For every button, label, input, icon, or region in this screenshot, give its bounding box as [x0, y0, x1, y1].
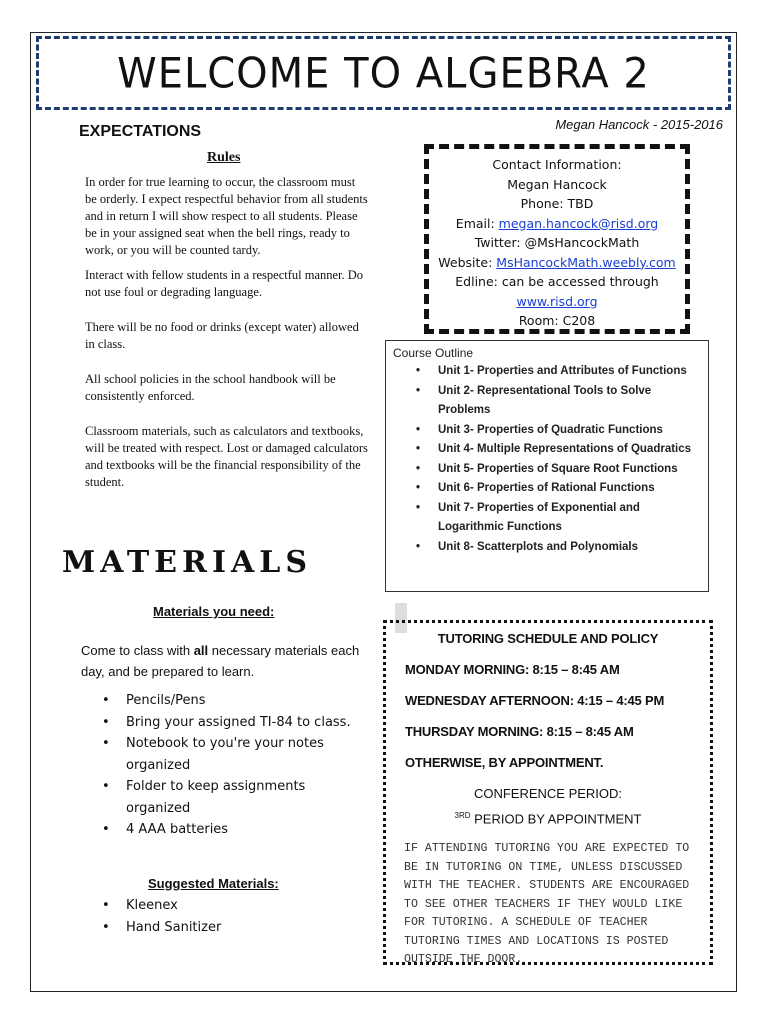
tutoring-heading: TUTORING SCHEDULE AND POLICY [437, 631, 659, 646]
contact-heading: Contact Information: [492, 157, 622, 172]
tutoring-time: THURSDAY MORNING: 8:15 – 8:45 AM [405, 724, 634, 739]
website-link[interactable]: MsHancockMath.weebly.com [496, 254, 676, 270]
suggested-materials-list [102, 895, 362, 938]
rules-heading: Rules [207, 150, 241, 165]
materials-list [102, 690, 362, 841]
rules-section [85, 174, 370, 499]
list-item: • Unit 4- Multiple Representations of Quadratics [438, 440, 698, 460]
contact-edline: Edline: can be accessed through [455, 274, 659, 289]
expectations-heading: EXPECTATIONS [79, 123, 202, 140]
period-ordinal: 3RD [454, 811, 471, 820]
list-item: • Unit 7- Properties of Exponential and Logarithmic Functions [438, 499, 698, 538]
period-text: PERIOD BY APPOINTMENT [470, 811, 642, 827]
course-outline-box [385, 340, 709, 592]
title-banner [36, 36, 731, 110]
list-item: • Unit 1- Properties and Attributes of Functions [438, 362, 698, 382]
list-item: • Notebook to you're your notes organized [102, 733, 362, 776]
rule-paragraph: Interact with fellow students in a respectful manner. Do not use foul or degrading language. [85, 268, 364, 299]
edline-row [429, 292, 685, 312]
intro-text: Come to class with [81, 643, 194, 658]
list-item: • Unit 2- Representational Tools to Solve Problems [438, 382, 698, 421]
materials-intro [81, 640, 361, 682]
list-item: • Unit 6- Properties of Rational Functions [438, 479, 698, 499]
list-item: • Pencils/Pens [102, 690, 362, 712]
conference-period-value [386, 811, 710, 826]
contact-room: Room: C208 [518, 313, 596, 328]
suggested-materials-heading: Suggested Materials: [148, 876, 279, 891]
list-item: • Unit 3- Properties of Quadratic Functions [438, 421, 698, 441]
contact-box [424, 144, 690, 334]
course-outline-heading: Course Outline [393, 346, 474, 360]
tutoring-box [383, 620, 713, 965]
rule-paragraph: There will be no food or drinks (except water) allowed in class. [85, 320, 359, 351]
tutoring-time: WEDNESDAY AFTERNOON: 4:15 – 4:45 PM [405, 693, 665, 708]
list-item: • 4 AAA batteries [102, 819, 362, 841]
contact-email-row [429, 214, 685, 234]
intro-emphasis: all [193, 643, 209, 658]
list-item: • Unit 5- Properties of Square Root Functions [438, 460, 698, 480]
list-item: • Folder to keep assignments organized [102, 776, 362, 819]
email-label: Email: [455, 215, 499, 231]
email-link[interactable]: megan.hancock@risd.org [498, 215, 659, 231]
intro-text: necessary materials each day, and be prepared to learn. [81, 643, 360, 679]
course-outline-list [386, 362, 708, 557]
list-item: • Unit 8- Scatterplots and Polynomials [438, 538, 698, 558]
tutoring-time: OTHERWISE, BY APPOINTMENT. [405, 755, 604, 770]
rule-paragraph: Classroom materials, such as calculators and textbooks, will be treated with respect. Lost or damaged calculators and textbooks will be the financial responsibility of the student. [85, 424, 368, 489]
website-label: Website: [438, 254, 497, 270]
list-item: • Kleenex [102, 895, 362, 917]
materials-needed-heading: Materials you need: [153, 604, 275, 619]
tutoring-policy-note: IF ATTENDING TUTORING YOU ARE EXPECTED TO BE IN TUTORING ON TIME, UNLESS DISCUSSED WITH THE TEACHER. STUDENTS ARE ENCOURAGED TO SEE OTHER TEACHERS IF THEY WOULD LIKE FOR TUTORING. A SCHEDULE OF TEACHER TUTORING TIMES AND LOCATIONS IS POSTED OUTSIDE THE DOOR. [404, 842, 690, 967]
author-line: Megan Hancock - 2015-2016 [555, 117, 723, 132]
rule-paragraph: All school policies in the school handbook will be consistently enforced. [85, 372, 336, 403]
contact-website-row [429, 253, 685, 273]
page-title: WELCOME TO ALGEBRA 2 [117, 49, 650, 99]
tutoring-time: MONDAY MORNING: 8:15 – 8:45 AM [405, 662, 620, 677]
contact-twitter: Twitter: @MsHancockMath [474, 235, 640, 250]
contact-name: Megan Hancock [507, 176, 607, 192]
edline-link[interactable]: www.risd.org [516, 293, 598, 309]
contact-phone: Phone: TBD [520, 196, 594, 211]
rule-paragraph: In order for true learning to occur, the classroom must be orderly. I expect respectful behavior from all students and in return I will show respect to all students. Please be in your assigned seat when the bell rings, ready to work, or you will be counted tardy. [85, 175, 368, 257]
conference-period-label: CONFERENCE PERIOD: [473, 786, 623, 801]
materials-heading: MATERIALS [62, 545, 313, 580]
list-item: • Bring your assigned TI-84 to class. [102, 712, 362, 734]
list-item: • Hand Sanitizer [102, 917, 362, 939]
